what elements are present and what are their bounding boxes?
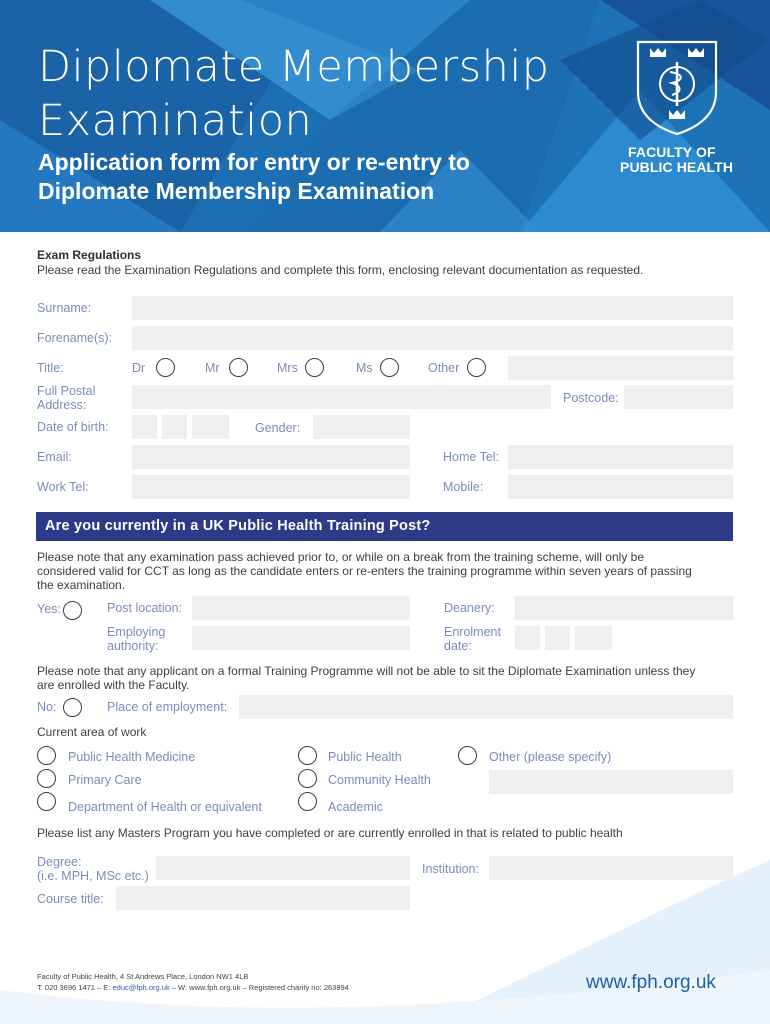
enrolment-day-field[interactable] (515, 626, 540, 650)
area-academic-radio[interactable] (298, 792, 317, 811)
footer-website-link[interactable]: www.fph.org.uk (586, 972, 716, 993)
training-post-banner (36, 512, 733, 541)
post-location-label: Post location: (107, 601, 183, 615)
area-other-radio[interactable] (458, 746, 477, 765)
dob-month-field[interactable] (162, 415, 187, 439)
current-area-heading: Current area of work (37, 725, 147, 739)
area-primary-radio[interactable] (37, 769, 56, 788)
area-doh-label: Department of Health or equivalent (68, 800, 262, 814)
area-other-field[interactable] (489, 770, 733, 794)
work-tel-label: Work Tel: (37, 480, 89, 494)
area-other-label: Other (please specify) (489, 750, 612, 764)
regulations-text: Please read the Examination Regulations and complete this form, enclosing relevant documentation as requested. (37, 263, 644, 277)
enrolment-note-line-1: Please note that any applicant on a formal Training Programme will not be able to sit the Diplomate Examination unless they (37, 664, 696, 678)
area-community-label: Community Health (328, 773, 431, 787)
masters-note: Please list any Masters Program you have completed or are currently enrolled in that is related to public health (37, 826, 623, 840)
address-field[interactable] (132, 385, 551, 409)
header-banner (0, 0, 770, 232)
footer-email-link[interactable]: educ@fph.org.uk (112, 983, 170, 992)
address-label-line-1: Full Postal (37, 384, 96, 398)
email-field[interactable] (132, 445, 410, 469)
course-title-label: Course title: (37, 892, 104, 906)
place-of-employment-label: Place of employment: (107, 700, 228, 714)
title-other-field[interactable] (508, 356, 733, 380)
footer-tel: T: 020 3696 1471 – E: (37, 983, 113, 992)
title-other-radio[interactable] (467, 358, 486, 377)
mobile-label: Mobile: (443, 480, 484, 494)
title-option-dr-label: Dr (132, 361, 146, 375)
mobile-field[interactable] (508, 475, 733, 499)
enrolment-label-line-1: Enrolment (444, 625, 501, 639)
yes-label: Yes: (37, 602, 61, 616)
title-mrs-radio[interactable] (305, 358, 324, 377)
degree-label-line-2: (i.e. MPH, MSc etc.) (37, 869, 149, 883)
title-ms-radio[interactable] (380, 358, 399, 377)
training-note-line-3: the examination. (37, 578, 126, 592)
work-tel-field[interactable] (132, 475, 410, 499)
area-primary-label: Primary Care (68, 773, 142, 787)
faculty-name-line-2: PUBLIC HEALTH (620, 159, 734, 175)
surname-label: Surname: (37, 301, 92, 315)
employing-label-line-1: Employing (107, 625, 166, 639)
institution-label: Institution: (422, 862, 479, 876)
area-phm-label: Public Health Medicine (68, 750, 196, 764)
subtitle-line-1: Application form for entry or re-entry to (38, 149, 470, 175)
training-post-question: Are you currently in a UK Public Health Training Post? (45, 518, 431, 534)
dob-day-field[interactable] (132, 415, 157, 439)
post-location-field[interactable] (192, 596, 410, 620)
place-of-employment-field[interactable] (239, 695, 733, 719)
title-mr-radio[interactable] (229, 358, 248, 377)
employing-authority-field[interactable] (192, 626, 410, 650)
faculty-crest-logo (636, 40, 718, 136)
title-line-2: Examination (38, 96, 313, 146)
training-note-line-2: considered valid for CCT as long as the candidate enters or re-enters the training programme within seven years of passing (37, 564, 692, 578)
gender-field[interactable] (313, 415, 410, 439)
enrolment-note-line-2: are enrolled with the Faculty. (37, 678, 190, 692)
enrolment-month-field[interactable] (545, 626, 570, 650)
home-tel-label: Home Tel: (443, 450, 500, 464)
institution-field[interactable] (489, 856, 733, 880)
title-dr-radio[interactable] (156, 358, 175, 377)
area-ph-label: Public Health (328, 750, 402, 764)
dob-label: Date of birth: (37, 420, 109, 434)
area-doh-radio[interactable] (37, 792, 56, 811)
enrolment-year-field[interactable] (575, 626, 612, 650)
deanery-field[interactable] (515, 596, 733, 620)
title-option-other-label: Other (428, 361, 460, 375)
dob-year-field[interactable] (192, 415, 229, 439)
title-label: Title: (37, 361, 64, 375)
postcode-label: Postcode: (563, 391, 619, 405)
surname-field[interactable] (132, 296, 733, 320)
regulations-heading: Exam Regulations (37, 248, 142, 262)
area-academic-label: Academic (328, 800, 383, 814)
training-note-line-1: Please note that any examination pass achieved prior to, or while on a break from the training scheme, will only be (37, 550, 644, 564)
training-yes-radio[interactable] (63, 601, 82, 620)
title-line-1: Diplomate Membership (38, 42, 550, 92)
employing-label-line-2: authority: (107, 639, 159, 653)
address-label-line-2: Address: (37, 398, 87, 412)
faculty-name-line-1: FACULTY OF (628, 144, 716, 160)
title-option-mr-label: Mr (205, 361, 220, 375)
no-label: No: (37, 700, 57, 714)
course-title-field[interactable] (116, 886, 410, 910)
email-label: Email: (37, 450, 72, 464)
gender-label: Gender: (255, 421, 301, 435)
area-community-radio[interactable] (298, 769, 317, 788)
postcode-field[interactable] (624, 385, 733, 409)
deanery-label: Deanery: (444, 601, 495, 615)
area-ph-radio[interactable] (298, 746, 317, 765)
title-option-mrs-label: Mrs (277, 361, 298, 375)
enrolment-label-line-2: date: (444, 639, 472, 653)
footer-contact (37, 982, 349, 993)
training-no-radio[interactable] (63, 698, 82, 717)
area-phm-radio[interactable] (37, 746, 56, 765)
degree-label-line-1: Degree: (37, 855, 82, 869)
footer-address: Faculty of Public Health, 4 St Andrews Place, London NW1 4LB (37, 972, 249, 981)
title-option-ms-label: Ms (356, 361, 373, 375)
subtitle-line-2: Diplomate Membership Examination (38, 178, 435, 204)
footer-rest: – W: www.fph.org.uk – Registered charity no: 263894 (169, 983, 349, 992)
forenames-label: Forename(s): (37, 331, 113, 345)
degree-field[interactable] (156, 856, 410, 880)
home-tel-field[interactable] (508, 445, 733, 469)
faculty-name (620, 145, 738, 175)
forenames-field[interactable] (132, 326, 733, 350)
